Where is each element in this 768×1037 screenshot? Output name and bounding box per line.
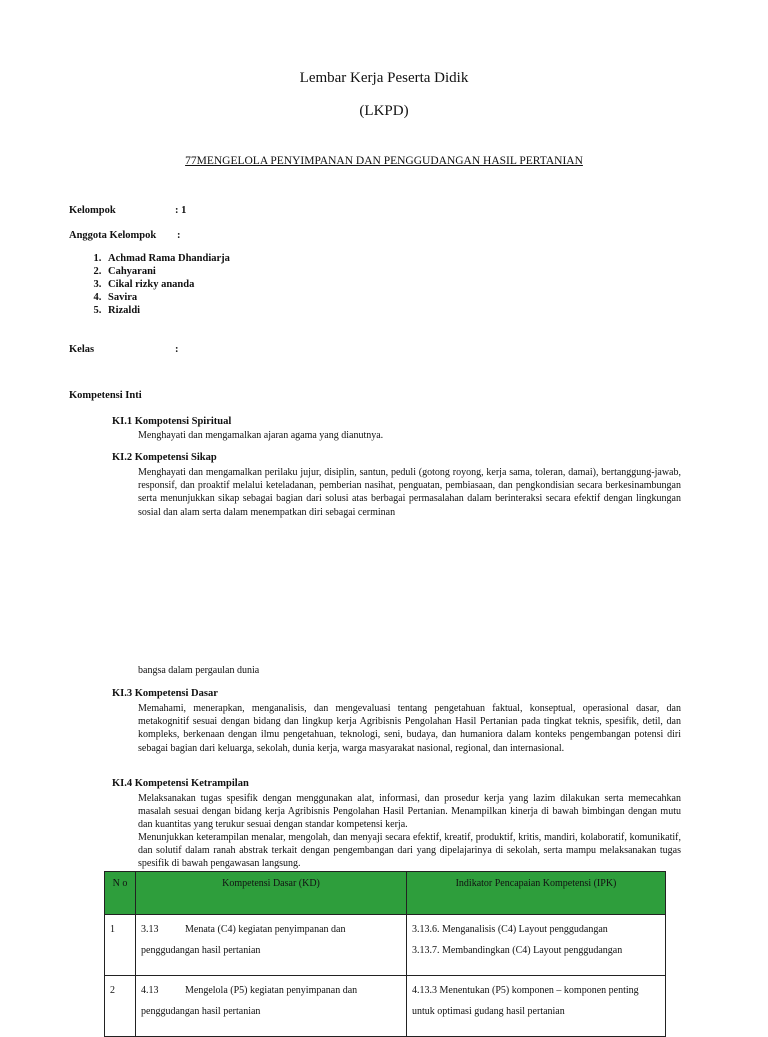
member-list	[86, 252, 230, 317]
ki1-text: Menghayati dan mengamalkan ajaran agama yang dianutnya.	[138, 430, 384, 441]
ki3-text: Memahami, menerapkan, menganalisis, dan mengevaluasi tentang pengetahuan faktual, konseptual, operasional dasar, dan metakognitif sesuai dengan bidang dan lingkup kerja Agribisnis Pengolahan Hasil Pertanian pada tingkat teknis, spesifik, detil, dan kompleks, berkenaan dengan ilmu pengetahuan, teknologi, seni, budaya, dan humaniora dalam konteks pengembangan potensi diri sebagai bagian dari keluarga, sekolah, dunia kerja, warga masyarakat nasional, regional, dan internasional.	[138, 703, 681, 754]
kd-text: Mengelola (P5) kegiatan penyimpanan dan penggudangan hasil pertanian	[141, 985, 358, 1017]
header-kd: Kompetensi Dasar (KD)	[136, 872, 407, 915]
kelas-colon: :	[175, 344, 179, 355]
ki2-continuation: bangsa dalam pergaulan dunia	[138, 665, 260, 676]
kompetensi-inti-heading: Kompetensi Inti	[69, 390, 142, 401]
row-no: 1	[105, 915, 136, 976]
ipk-item: 3.13.7. Membandingkan (C4) Layout penggudangan	[412, 945, 623, 956]
page-subtitle: (LKPD)	[359, 103, 409, 119]
row-no: 2	[105, 976, 136, 1037]
ki4-title: KI.4 Kompetensi Ketrampilan	[112, 778, 249, 789]
page-title: Lembar Kerja Peserta Didik	[299, 70, 469, 86]
anggota-colon: :	[177, 230, 181, 241]
table-header-row	[105, 872, 666, 915]
kelompok-value: : 1	[175, 205, 187, 216]
ki1-title: KI.1 Kompotensi Spiritual	[112, 416, 232, 427]
ki2-text: Menghayati dan mengamalkan perilaku jujur, disiplin, santun, peduli (gotong royong, kerja sama, toleran, damai), bertanggung-jawab, responsif, dan proaktif melalui keteladanan, pemberian nasihat, penguatan, pembiasaan, dan pengkondisian secara berkesinambungan serta menunjukkan sikap sebagai bagian dari solusi atas berbagai permasalahan dalam berinteraksi secara efektif dengan lingkungan sosial dan alam serta dalam menempatkan diri sebagai cerminan	[138, 467, 681, 518]
table-row	[105, 915, 666, 976]
kd-code: 3.13	[141, 924, 159, 935]
ipk-item: 4.13.3 Menentukan (P5) komponen – komponen penting untuk optimasi gudang hasil pertanian	[412, 985, 639, 1017]
kd-ipk-table	[104, 871, 666, 1037]
member-item: 3. Cikal rizky ananda	[104, 278, 230, 291]
kd-code: 4.13	[141, 985, 159, 996]
anggota-label: Anggota Kelompok	[69, 230, 157, 241]
table-row	[105, 976, 666, 1037]
member-item: 5. Rizaldi	[104, 304, 230, 317]
row-kd	[136, 915, 407, 976]
kelas-label: Kelas	[69, 344, 95, 355]
ki4-text-1: Melaksanakan tugas spesifik dengan menggunakan alat, informasi, dan prosedur kerja yang lazim dilakukan serta memecahkan masalah sesuai dengan bidang kerja Agribisnis Pengolahan Hasil Pertanian. Menampilkan kinerja di bawah bimbingan dengan mutu dan kuantitas yang terukur sesuai dengan standar kompetensi kerja.	[138, 793, 681, 831]
kelompok-label: Kelompok	[69, 205, 116, 216]
subject-title: 77MENGELOLA PENYIMPANAN DAN PENGGUDANGAN HASIL PERTANIAN	[185, 155, 583, 167]
row-ipk	[407, 976, 666, 1037]
row-kd	[136, 976, 407, 1037]
member-item: 1. Achmad Rama Dhandiarja	[104, 252, 230, 265]
ki4-text-2: Menunjukkan keterampilan menalar, mengolah, dan menyaji secara efektif, kreatif, produktif, kritis, mandiri, kolaboratif, komunikatif, dan solutif dalam ranah abstrak terkait dengan pengembangan dari yang dipelajarinya di sekolah, serta mampu melaksanakan tugas spesifik di bawah pengawasan langsung.	[138, 832, 681, 870]
ki2-title: KI.2 Kompetensi Sikap	[112, 452, 217, 463]
row-ipk	[407, 915, 666, 976]
member-item: 2. Cahyarani	[104, 265, 230, 278]
kd-text: Menata (C4) kegiatan penyimpanan dan penggudangan hasil pertanian	[141, 924, 346, 956]
ipk-item: 3.13.6. Menganalisis (C4) Layout penggudangan	[412, 924, 608, 935]
header-no: N o	[105, 872, 136, 915]
ki3-title: KI.3 Kompetensi Dasar	[112, 688, 218, 699]
header-ipk: Indikator Pencapaian Kompetensi (IPK)	[407, 872, 666, 915]
member-item: 4. Savira	[104, 291, 230, 304]
